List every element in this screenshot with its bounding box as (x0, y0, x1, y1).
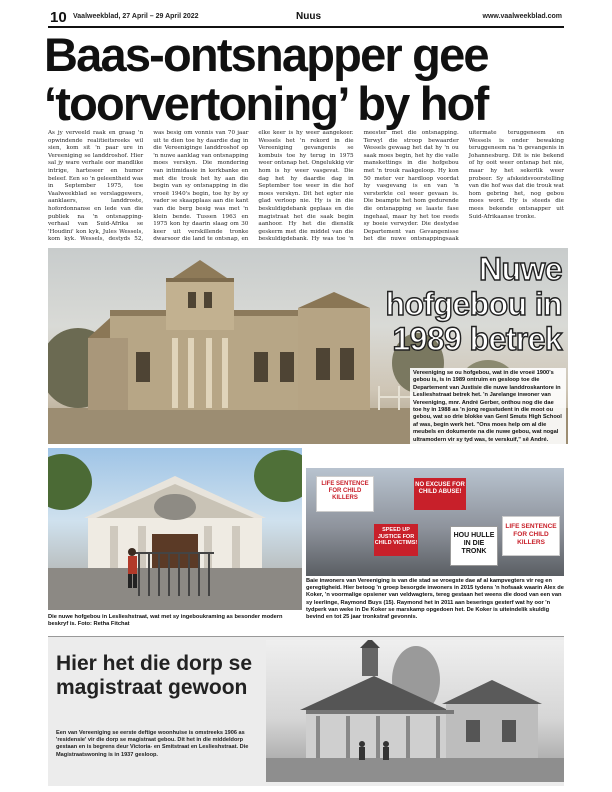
publication-date: Vaalweekblad, 27 April – 29 April 2022 (73, 13, 199, 20)
photo-overlay-title (336, 252, 562, 357)
magistrate-box-title: Hier het die dorp se magistraat gewoon (56, 652, 253, 699)
protest-sign-3-text: SPEED UP JUSTICE FOR CHILD VICTIMS! (374, 527, 418, 546)
new-courthouse-illustration (48, 448, 302, 610)
new-courthouse-caption: Die nuwe hofgebou in Leslieshstraat, wat met sy ingeboukraming as besonder modern beskryf is. Foto: Retha Fitchat (48, 614, 283, 628)
section-name: Nuus (296, 11, 321, 22)
headline-line-2: ‘toorvertoning’ by hof (44, 77, 488, 130)
protest-sign-3 (374, 524, 418, 556)
magistrate-box-text: Een van Vereeniging se eerste deftige woonhuise is omstreeks 1906 as 'residensie' vir die dorp se magistraat gebou. Dit het in die middeldorp gestaan en is begrens deur Victoria- en Smitstraat en Leslieshstraat. Die Magistraatswoning is in 1937 gesloop. (56, 730, 249, 758)
protest-sign-2 (414, 478, 466, 510)
overlay-title-line-1: Nuwe (479, 251, 562, 287)
overlay-title-line-2: hofgebou in (385, 286, 562, 322)
protest-sign-1 (316, 476, 374, 512)
new-courthouse-photo (48, 448, 302, 610)
protest-sign-5-text: LIFE SENTENCE FOR CHILD KILLERS (505, 523, 557, 546)
old-courthouse-caption: Vereeniging se ou hofgebou, wat in die vroeë 1900's gebou is, is in 1989 ontruim en gesloop toe die Departement van Justisie die nuwe landdroskantore in Leslieshstraat betrek het. 'n Jarelange inwoner van Vereeniging, mnr. André Gerber, onthou nog die dae toe hy in 1988 as 'n jong regsstudent in die moot ou gebou, wat so drie blokke van Genl Smuts High School af was, begin werk het. "Ons moes help om al die meubels en dokumente na die nuwe gebou, wat nogal ultramodern vir sy tyd was, te verskuif," sê André. (410, 368, 566, 446)
headline-line-1: Baas-ontsnapper gee (44, 28, 488, 81)
magistrate-house-illustration (266, 640, 564, 782)
website-url[interactable]: www.vaalweekblad.com (482, 13, 562, 20)
protest-sign-1-text: LIFE SENTENCE FOR CHILD KILLERS (321, 481, 369, 501)
page-number: 10 (50, 9, 67, 26)
magistrate-house-photo (266, 640, 564, 782)
protest-sign-2-text: NO EXCUSE FOR CHILD ABUSE! (415, 482, 465, 495)
protest-sign-4 (450, 526, 498, 566)
page-header (48, 8, 564, 28)
article-headline (44, 30, 568, 128)
protest-photo (306, 468, 564, 576)
article-body: As jy verveeld raak en graag 'n opwindende realitieitsreeks wil sien, kom sit 'n paar ure in Vereeniging se landdroshof. Hier sal jy ware verhale oor mandlike intrige, harteseer en humor beleef. Een so 'n geleentheid was in September 1975, toe Vaalweekblad se verslaggewers, aanklaers, landdroste, hofordonnanse en lede van die publiek na 'n ontsnapping-verhaal van Suid-Afrika se 'Houdini' kon kyk, Jules Wessels, kom kyk. Wessels, destyds 52, was besig om vonnis van 70 jaar uit te dien toe hy daardie dag in die Vereeniginge landdroshof op 'n nuwe aanklag van ontsnapping moes verskyn. Die mondering van intimidasie in kerkbanke en met die trouk het hy aan die begin van sy ontsnapping in die vroeë 1940's begin, toe hy by sy vader se skaapplaas aan die kant van die berg besig was met 'n klein bende. Tussen 1963 en 1975 kon hy daarin slaag om 30 keer uit verskillende tronke dwarsoor die land te ontsnap, en elke keer is hy weer aangekeer. Wessels het 'n rekord in die Vereeniging gevangenis se kombuis toe hy terug in 1975 weer ontsnap het. Ongelukkig vir hom is hy weer vasgevat. Die dag het hy daardie dag in September toe weer in die hof moes verskyn. Dit het egter nie glad verloop nie. Hy is in die beskuldigdebank geplaas en die magistraat het die saak begin aanhoor. Hy het die dienslik geskerm met die middel van die beskuldigdebank. Hy was toe 'n meester met die ontsnapping. Terwyl die stroop bewaarder Wessels gewaag het dat hy 'n ou saak moes begin, het hy die valle manskettings in die hofgebou met 'n trouk raakgeloop. Hy kon 50 meter ver hardloop voordat hy vasgevang is en van 'n versterkte cel weer gevaan is. Die beampte het hom gedurende die ontsnapping se laaste fase ingehaal, maar hy het toe reeds sy boeie verwyder. Die destydse Departement van Gevangenisse het die nuwe ontsnappingsaak uitermate teruggeneem en Wessels is onder bewaking teruggeneem na 'n gevangenis in Johannesburg. Dit is nie bekend of hy ooit weer ontsnap het nie, maar hy het sekerlik weer probeer. Sy afskeidsvoorstelling van die hof was dat die trouk wat hom gebring het, nog gebou moes word. Hy is steeds die mees bekende ontsnapper uit Suid-Afrikaanse tronke. (48, 130, 564, 243)
overlay-title-line-3: 1989 betrek (392, 321, 562, 357)
protest-sign-4-text: HOU HULLE IN DIE TRONK (453, 532, 495, 555)
protest-caption: Baie inwoners van Vereeniging is van die stad se vroegste dae af al kampvegters vir reg en geregtigheid. Hier betoog 'n groep besorgde inwoners in 2015 tydens 'n hofsaak waarin Alex de Koker, 'n voormalige opsiener van veldwagters, tereg gestaan het weens die dood van een van sy leerlinge, Raymond Buys (15). Raymond het in 2011 aan beserings gesterf wat hy oor 'n tydperk van weke in De Koker se marskamp opgedoen het. De Koker is uiteindelik skuldig bevind en tot 25 jaar tronkstraf gevonnis. (306, 578, 564, 621)
protest-sign-5 (502, 516, 560, 556)
